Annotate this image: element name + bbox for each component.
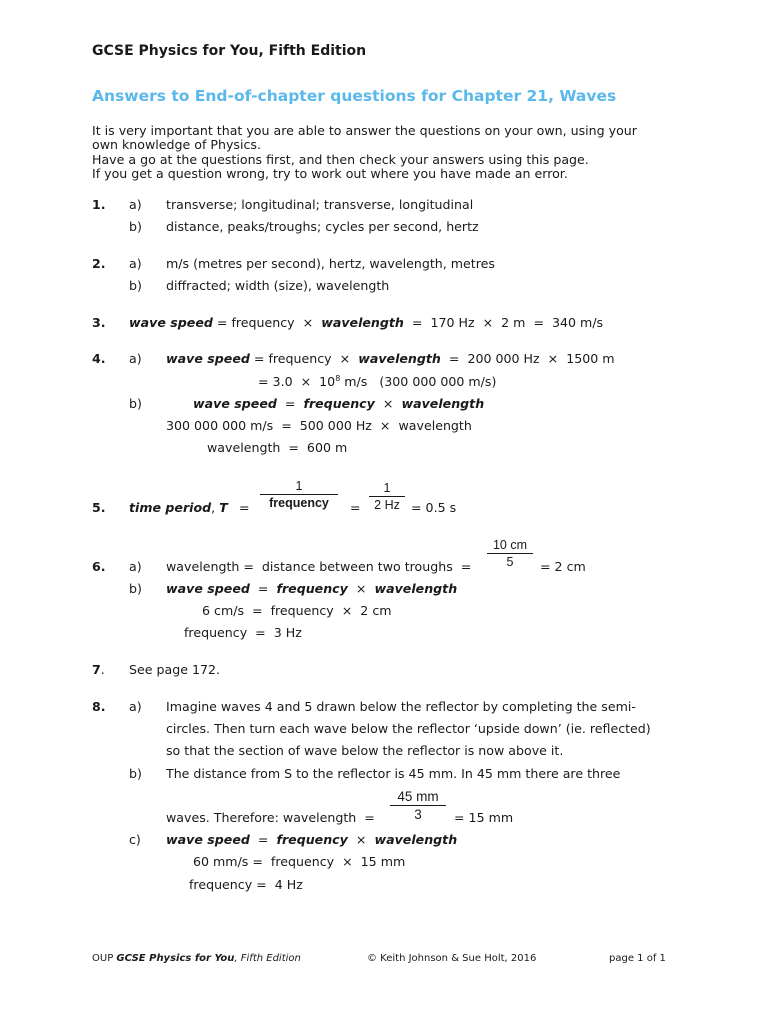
fraction-denominator: frequency — [269, 496, 329, 510]
fraction-bar — [487, 553, 533, 554]
answer-text: distance, peaks/troughs; cycles per second, hertz — [166, 219, 479, 234]
footer-edition: , Fifth Edition — [234, 953, 301, 964]
equation-text: m/s (300 000 000 m/s) — [340, 374, 497, 389]
fraction-denominator: 5 — [506, 555, 514, 569]
part-label: b) — [129, 396, 142, 411]
fraction-denominator: 3 — [414, 807, 422, 822]
equation-text: = — [249, 581, 277, 596]
answer-text: m/s (metres per second), hertz, wavelength, metres — [166, 256, 495, 271]
question-number: 4. — [92, 351, 106, 366]
part-label: b) — [129, 766, 142, 781]
equals-sign: = — [350, 500, 361, 515]
equation-line: wavelength = 600 m — [207, 440, 348, 455]
footer-copyright: © Keith Johnson & Sue Holt, 2016 — [367, 953, 537, 964]
equation-line: frequency = 3 Hz — [184, 625, 302, 640]
equation-text: = — [249, 832, 277, 847]
equation-line — [258, 374, 496, 389]
term-wavelength: wavelength — [374, 832, 458, 847]
term-wavelength: wavelength — [401, 396, 485, 411]
footer-book-title: GCSE Physics for You — [116, 953, 235, 964]
equation-text: = 200 000 Hz × 1500 m — [440, 351, 615, 366]
page-title: Answers to End-of-chapter questions for Chapter 21, Waves — [92, 87, 617, 105]
equation-text: = frequency × — [212, 315, 322, 330]
term-frequency: frequency — [303, 396, 375, 411]
term-wave-speed: wave speed — [193, 396, 277, 411]
fraction-numerator: 10 cm — [492, 538, 528, 552]
question-number: 1. — [92, 197, 106, 212]
part-label: a) — [129, 559, 142, 574]
answer-text: Imagine waves 4 and 5 drawn below the reflector by completing the semi- — [166, 699, 636, 714]
fraction-bar — [260, 494, 338, 495]
answer-text: so that the section of wave below the reflector is now above it. — [166, 743, 564, 758]
equation-text: , — [211, 500, 220, 515]
fraction-10cm-over-5 — [487, 538, 533, 569]
question-number: 8. — [92, 699, 106, 714]
question-number-digit: 7 — [92, 662, 101, 677]
equation-line: 300 000 000 m/s = 500 000 Hz × wavelength — [166, 418, 472, 433]
fraction-denominator: 2 Hz — [374, 498, 400, 512]
fraction-bar — [369, 496, 405, 497]
part-label: a) — [129, 351, 142, 366]
equation-label — [129, 500, 228, 515]
part-label: a) — [129, 699, 142, 714]
result: = 0.5 s — [411, 500, 457, 515]
equation-line: 6 cm/s = frequency × 2 cm — [202, 603, 392, 618]
footer-publisher: OUP — [92, 953, 117, 964]
equals-sign: = — [239, 500, 250, 515]
footer-book — [92, 953, 301, 964]
part-label: b) — [129, 278, 142, 293]
equation-text: = frequency × — [249, 351, 359, 366]
part-label: c) — [129, 832, 141, 847]
intro-line: Have a go at the questions first, and then check your answers using this page. — [92, 152, 589, 167]
fraction-1-over-frequency — [260, 479, 338, 510]
answer-text: waves. Therefore: wavelength = — [166, 810, 375, 825]
fraction-45mm-over-3 — [390, 789, 446, 822]
term-wave-speed: wave speed — [166, 581, 250, 596]
term-wave-speed: wave speed — [166, 832, 250, 847]
fraction-numerator: 45 mm — [397, 789, 439, 804]
book-title: GCSE Physics for You, Fifth Edition — [92, 43, 367, 59]
result: = 15 mm — [454, 810, 514, 825]
fraction-1-over-2hz — [369, 481, 405, 512]
term-frequency: frequency — [276, 581, 348, 596]
exponent: 8 — [335, 374, 341, 383]
part-label: b) — [129, 581, 142, 596]
fraction-numerator: 1 — [295, 479, 303, 493]
intro-line: It is very important that you are able to answer the questions on your own, using your — [92, 123, 637, 138]
equation-text: × — [347, 832, 375, 847]
term-wavelength: wavelength — [321, 315, 404, 330]
equation-line: 60 mm/s = frequency × 15 mm — [193, 854, 406, 869]
term-wavelength: wavelength — [374, 581, 458, 596]
answer-text: transverse; longitudinal; transverse, longitudinal — [166, 197, 474, 212]
equation-text: × — [374, 396, 402, 411]
equation-text: = 170 Hz × 2 m = 340 m/s — [403, 315, 604, 330]
term-wave-speed: wave speed — [129, 315, 213, 330]
question-number: 5. — [92, 500, 106, 515]
part-label: a) — [129, 197, 142, 212]
answer-text: circles. Then turn each wave below the reflector ‘upside down’ (ie. reflected) — [166, 721, 651, 736]
equation — [166, 832, 457, 847]
intro-line: own knowledge of Physics. — [92, 137, 261, 152]
equation-line: frequency = 4 Hz — [189, 877, 303, 892]
answer-text: See page 172. — [129, 662, 220, 677]
answer-text: diffracted; width (size), wavelength — [166, 278, 390, 293]
equation — [166, 351, 615, 366]
fraction-numerator: 1 — [383, 481, 391, 495]
result: = 2 cm — [540, 559, 586, 574]
footer-page-number: page 1 of 1 — [609, 953, 666, 964]
question-number: 6. — [92, 559, 106, 574]
answer-text: The distance from S to the reflector is 45 mm. In 45 mm there are three — [166, 766, 621, 781]
part-label: b) — [129, 219, 142, 234]
fraction-bar — [390, 805, 446, 806]
equation-text: × — [347, 581, 375, 596]
question-number — [92, 662, 105, 677]
question-number-dot: . — [100, 662, 105, 677]
equation — [193, 396, 484, 411]
term-wavelength: wavelength — [358, 351, 441, 366]
term-T: T — [219, 500, 228, 515]
question-number: 2. — [92, 256, 106, 271]
equation — [129, 315, 603, 330]
equation-text: = 3.0 × 10 — [258, 374, 336, 389]
question-number: 3. — [92, 315, 106, 330]
part-label: a) — [129, 256, 142, 271]
answer-text: wavelength = distance between two troughs = — [166, 559, 472, 574]
equation — [166, 581, 457, 596]
term-time-period: time period — [129, 500, 212, 515]
equation-text: = — [276, 396, 304, 411]
intro-line: If you get a question wrong, try to work out where you have made an error. — [92, 166, 568, 181]
term-wave-speed: wave speed — [166, 351, 250, 366]
term-frequency: frequency — [276, 832, 348, 847]
